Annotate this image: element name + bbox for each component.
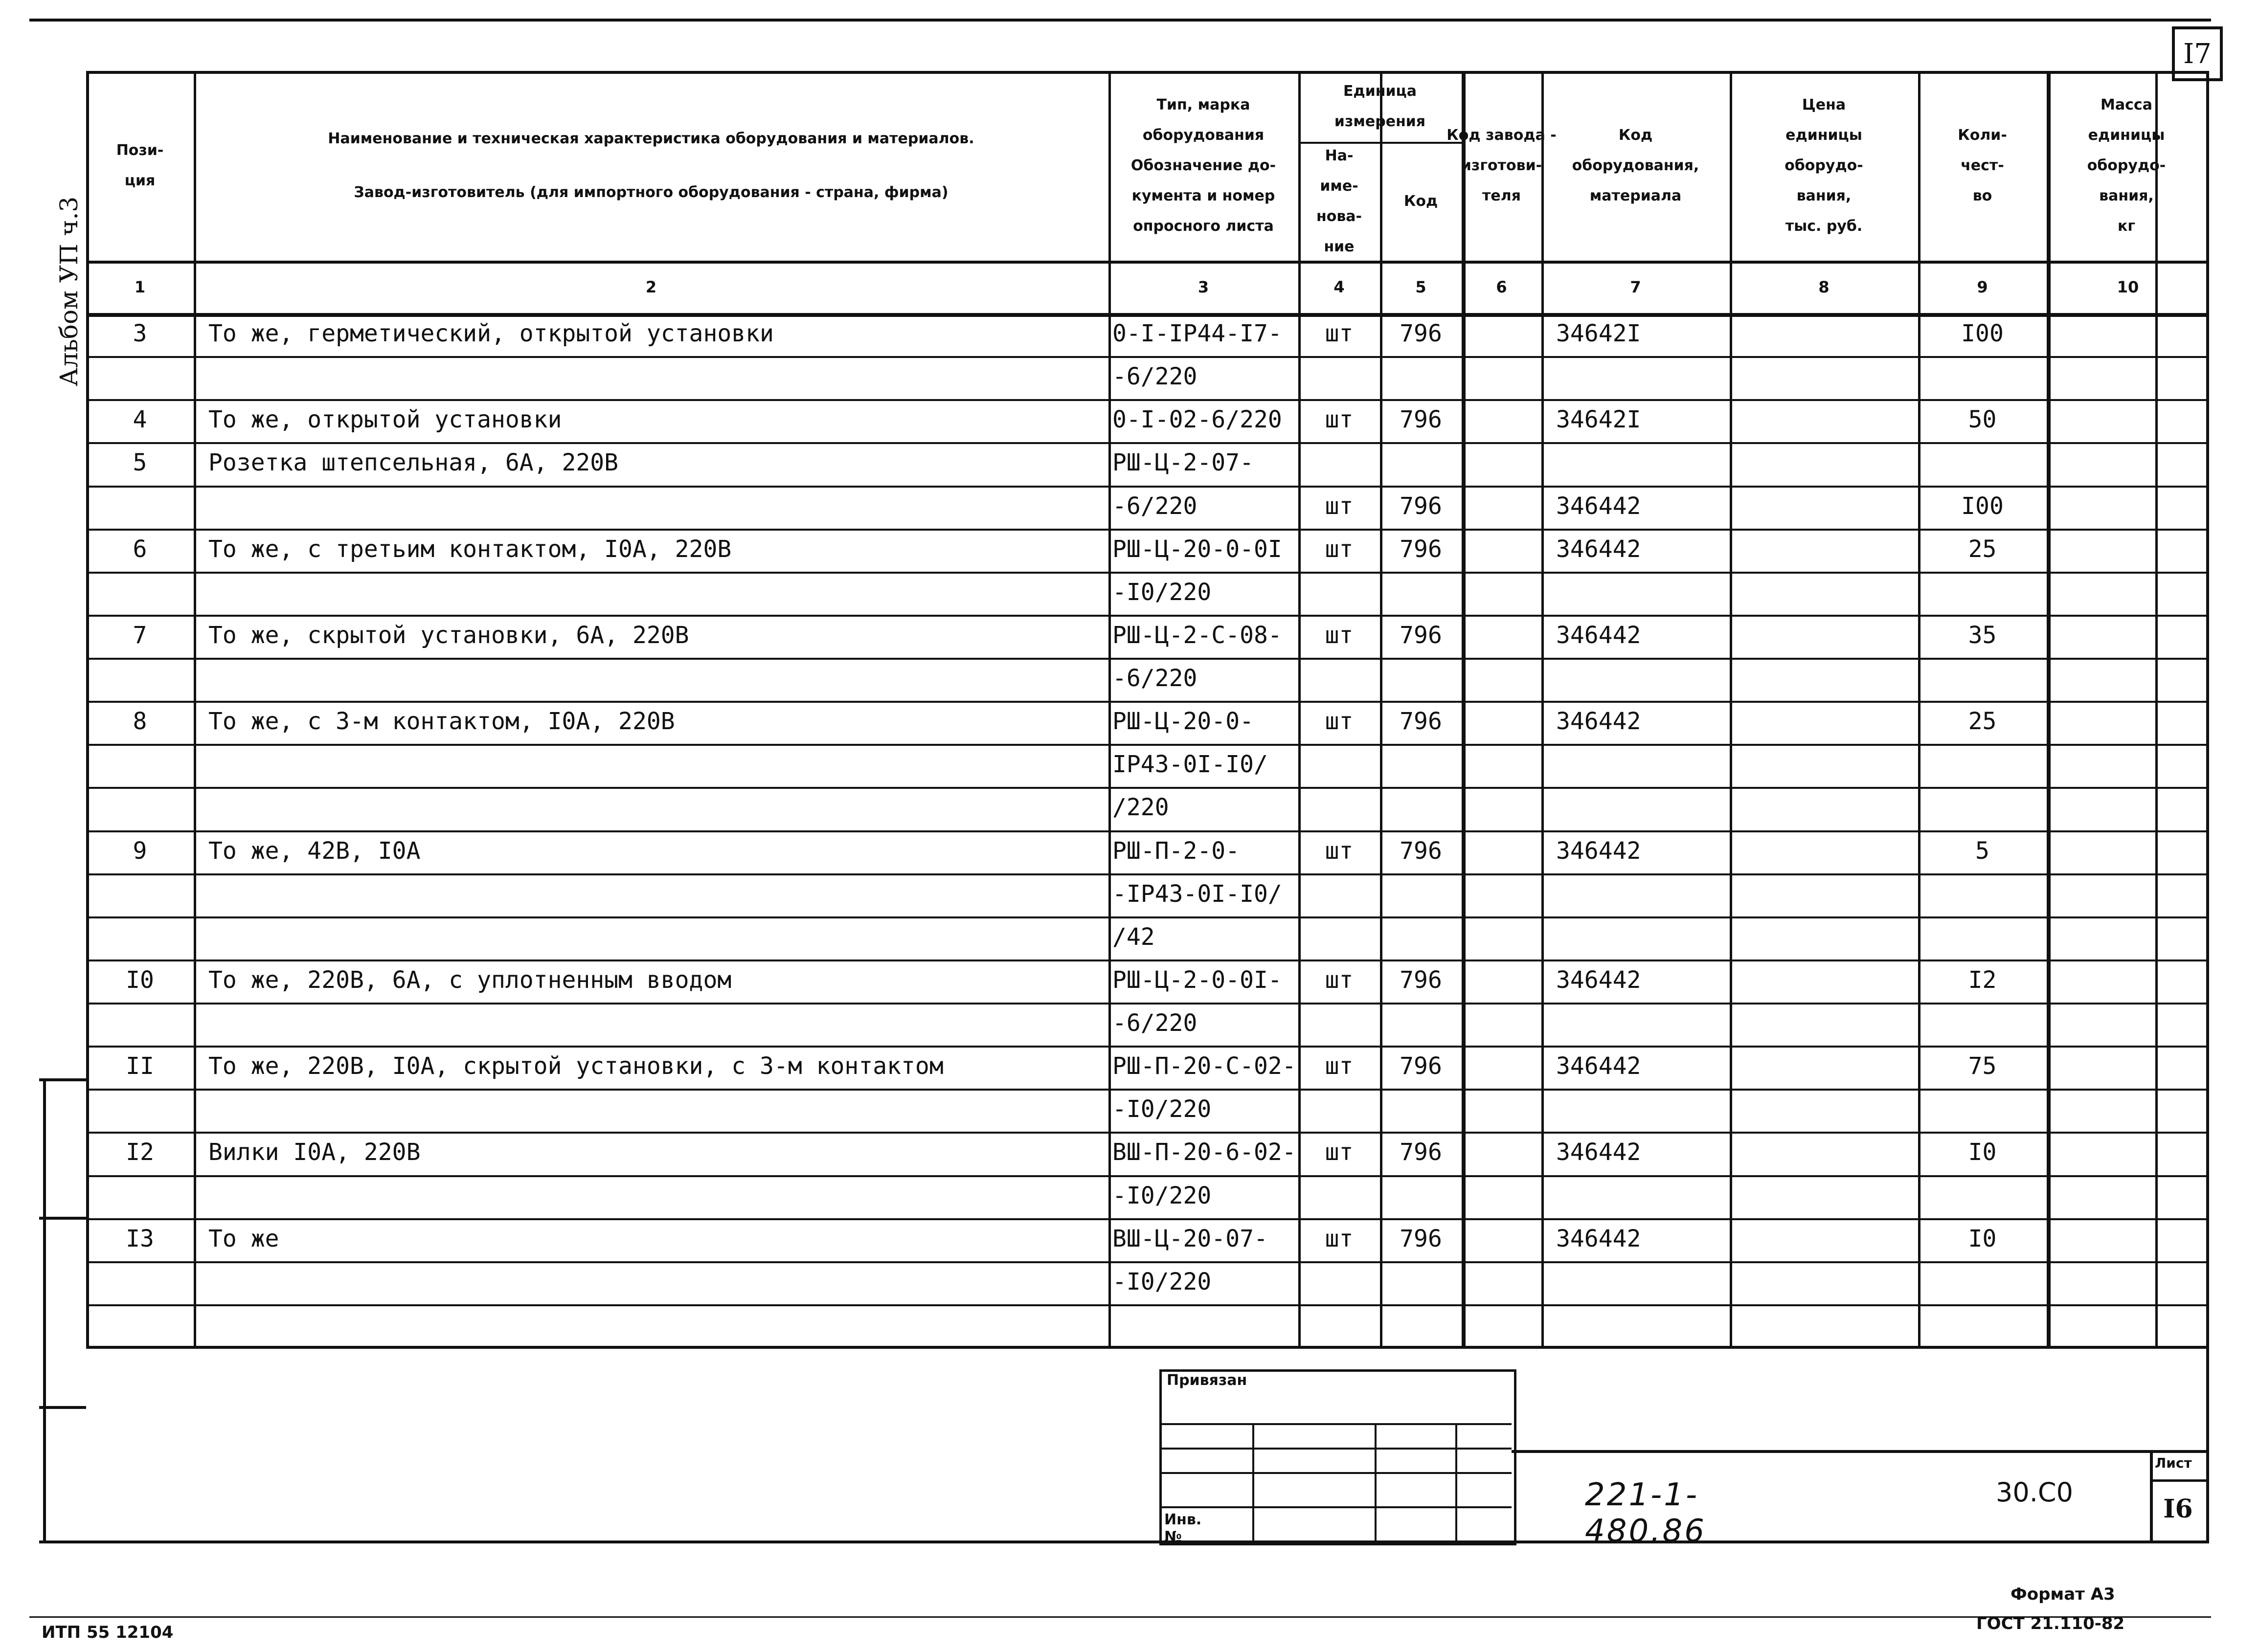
- row-equipment-code: 346442: [1556, 1052, 1641, 1080]
- row-position: 9: [133, 837, 147, 865]
- row-unit: шт: [1325, 1052, 1354, 1080]
- row-type: -I0/220: [1112, 1268, 1212, 1295]
- row-type: -IP43-0I-I0/: [1112, 880, 1282, 908]
- bound-label: Привязан: [1167, 1372, 1247, 1389]
- row-name: То же, 220В, 6А, с уплотненным вводом: [208, 966, 732, 994]
- row-type: -6/220: [1112, 665, 1197, 692]
- row-type: РШ-Ц-20-0-0I: [1112, 535, 1282, 563]
- row-quantity: 35: [1968, 621, 1997, 649]
- row-name: То же, открытой установки: [208, 406, 562, 434]
- row-name: То же, с 3-м контактом, I0А, 220В: [208, 708, 675, 736]
- row-unit: шт: [1325, 535, 1354, 563]
- grid-line: [86, 572, 2209, 574]
- row-unit-code: 796: [1400, 708, 1442, 736]
- row-unit: шт: [1325, 966, 1354, 994]
- row-name: То же, 42В, I0А: [208, 837, 421, 865]
- header-unit-code: Код: [1403, 192, 1438, 210]
- row-quantity: I00: [1961, 492, 2004, 520]
- column-number: 5: [1415, 277, 1426, 296]
- album-label: Альбом УП ч.3: [55, 196, 83, 386]
- top-frame-line: [29, 19, 2211, 22]
- header-mass: Масса единицы оборудо- вания, кг: [2087, 96, 2166, 235]
- row-equipment-code: 34642I: [1556, 320, 1641, 348]
- grid-line: [86, 873, 2209, 875]
- row-quantity: I2: [1968, 966, 1997, 994]
- grid-line: [86, 313, 2209, 317]
- row-equipment-code: 346442: [1556, 492, 1641, 520]
- row-position: 7: [133, 621, 147, 649]
- row-equipment-code: 346442: [1556, 1225, 1641, 1252]
- row-unit-code: 796: [1400, 621, 1442, 649]
- column-number: 4: [1333, 277, 1345, 296]
- gost-label: ГОСТ 21.110-82: [1976, 1614, 2125, 1633]
- row-type: РШ-П-20-С-02-: [1112, 1052, 1296, 1080]
- grid-line: [86, 1132, 2209, 1134]
- side-strip-line: [43, 1078, 46, 1543]
- document-code: 221-1-480.86: [1585, 1477, 1706, 1549]
- row-type: 0-I-IP44-I7-: [1112, 320, 1282, 348]
- grid-line: [86, 356, 2209, 358]
- row-equipment-code: 34642I: [1556, 406, 1641, 434]
- row-quantity: I00: [1961, 320, 2004, 348]
- row-type: ВШ-П-20-6-02-: [1112, 1139, 1296, 1166]
- row-unit: шт: [1325, 406, 1354, 434]
- header-position: Пози- ция: [116, 142, 164, 189]
- row-type: -I0/220: [1112, 1182, 1212, 1209]
- page-number: I7: [2172, 26, 2223, 81]
- column-number: 10: [2117, 277, 2139, 296]
- header-factory-code: Код завода - изготови- теля: [1446, 127, 1557, 204]
- row-name: То же, 220В, I0А, скрытой установки, с 3-м контактом: [208, 1052, 944, 1080]
- row-name: То же, скрытой установки, 6А, 220В: [208, 621, 689, 649]
- column-number: 9: [1977, 277, 1988, 296]
- grid-line: [86, 830, 2209, 832]
- row-type: -6/220: [1112, 363, 1197, 391]
- row-position: 5: [133, 449, 147, 477]
- row-unit-code: 796: [1400, 535, 1442, 563]
- row-type: -I0/220: [1112, 1095, 1212, 1123]
- row-position: 6: [133, 535, 147, 563]
- row-name: Розетка штепсельная, 6А, 220В: [208, 449, 619, 477]
- grid-line: [86, 1046, 2209, 1048]
- row-type: /42: [1112, 923, 1155, 951]
- row-type: IP43-0I-I0/: [1112, 751, 1268, 779]
- row-type: -6/220: [1112, 492, 1197, 520]
- sheet-number: I6: [2163, 1494, 2193, 1524]
- inventory-label: Инв. №: [1164, 1511, 1202, 1545]
- row-unit-code: 796: [1400, 492, 1442, 520]
- row-quantity: I0: [1968, 1139, 1997, 1166]
- grid-line: [86, 486, 2209, 488]
- row-quantity: 25: [1968, 708, 1997, 736]
- grid-line: [86, 1175, 2209, 1177]
- grid-line: [86, 1261, 2209, 1263]
- row-type: РШ-П-2-0-: [1112, 837, 1240, 865]
- footer-left-code: ИТП 55 12104: [42, 1623, 174, 1642]
- side-strip-line: [39, 1078, 86, 1081]
- row-quantity: 75: [1968, 1052, 1997, 1080]
- format-label: Формат А3: [2011, 1585, 2115, 1604]
- row-name: То же: [208, 1225, 279, 1252]
- side-strip-line: [39, 1406, 86, 1409]
- row-equipment-code: 346442: [1556, 837, 1641, 865]
- row-name: То же, герметический, открытой установки: [208, 320, 774, 348]
- row-position: II: [126, 1052, 154, 1080]
- specification-table: [86, 71, 2209, 1347]
- row-quantity: I0: [1968, 1225, 1997, 1252]
- row-type: РШ-Ц-2-С-08-: [1112, 621, 1282, 649]
- row-unit-code: 796: [1400, 1139, 1442, 1166]
- grid-line: [86, 658, 2209, 660]
- grid-line: [86, 916, 2209, 918]
- row-type: 0-I-02-6/220: [1112, 406, 1282, 434]
- row-unit: шт: [1325, 1225, 1354, 1252]
- header-name: Наименование и техническая характеристика оборудования и материалов. Завод-изготовитель (для импортного оборудования - страна, фирма): [328, 130, 974, 201]
- header-unit: Единица измерения: [1334, 82, 1426, 130]
- header-price: Цена единицы оборудо- вания, тыс. руб.: [1785, 96, 1863, 235]
- row-type: -I0/220: [1112, 578, 1212, 606]
- grid-line: [86, 399, 2209, 401]
- row-type: /220: [1112, 794, 1169, 822]
- row-unit-code: 796: [1400, 406, 1442, 434]
- grid-line: [86, 787, 2209, 789]
- grid-line: [86, 442, 2209, 444]
- row-quantity: 5: [1975, 837, 1989, 865]
- grid-line: [86, 529, 2209, 531]
- document-part: 30.С0: [1996, 1477, 2073, 1508]
- row-equipment-code: 346442: [1556, 1139, 1641, 1166]
- grid-line: [86, 1218, 2209, 1220]
- row-equipment-code: 346442: [1556, 621, 1641, 649]
- column-number: 3: [1197, 277, 1209, 296]
- grid-line: [86, 1304, 2209, 1306]
- column-number: 7: [1630, 277, 1641, 296]
- row-type: РШ-Ц-2-0-0I-: [1112, 966, 1282, 994]
- row-position: 4: [133, 406, 147, 434]
- row-unit-code: 796: [1400, 1052, 1442, 1080]
- row-unit-code: 796: [1400, 966, 1442, 994]
- row-position: 8: [133, 708, 147, 736]
- row-equipment-code: 346442: [1556, 535, 1641, 563]
- header-type: Тип, марка оборудования Обозначение до- кумента и номер опросного листа: [1130, 96, 1276, 235]
- column-number: 6: [1496, 277, 1507, 296]
- row-unit: шт: [1325, 320, 1354, 348]
- column-number: 2: [645, 277, 657, 296]
- grid-line: [86, 615, 2209, 617]
- row-quantity: 25: [1968, 535, 1997, 563]
- row-unit: шт: [1325, 708, 1354, 736]
- grid-line: [86, 960, 2209, 961]
- header-equipment-code: Код оборудования, материала: [1572, 127, 1699, 204]
- row-unit: шт: [1325, 837, 1354, 865]
- header-unit-name: На- име- нова- ние: [1316, 147, 1362, 255]
- row-type: -6/220: [1112, 1009, 1197, 1037]
- row-equipment-code: 346442: [1556, 708, 1641, 736]
- row-unit-code: 796: [1400, 837, 1442, 865]
- side-strip-line: [39, 1217, 86, 1220]
- row-type: РШ-Ц-2-07-: [1112, 449, 1254, 477]
- row-equipment-code: 346442: [1556, 966, 1641, 994]
- row-type: РШ-Ц-20-0-: [1112, 708, 1254, 736]
- grid-line: [86, 1003, 2209, 1005]
- header-quantity: Коли- чест- во: [1958, 127, 2007, 204]
- row-unit-code: 796: [1400, 320, 1442, 348]
- sheet-label: Лист: [2155, 1455, 2192, 1471]
- grid-line: [86, 1089, 2209, 1091]
- row-unit: шт: [1325, 1139, 1354, 1166]
- grid-line: [86, 744, 2209, 746]
- row-type: ВШ-Ц-20-07-: [1112, 1225, 1268, 1252]
- row-position: I2: [126, 1139, 154, 1166]
- row-position: I0: [126, 966, 154, 994]
- row-name: То же, с третьим контактом, I0А, 220В: [208, 535, 732, 563]
- row-name: Вилки I0А, 220В: [208, 1139, 421, 1166]
- row-unit: шт: [1325, 621, 1354, 649]
- row-unit: шт: [1325, 492, 1354, 520]
- row-position: I3: [126, 1225, 154, 1252]
- side-strip-line: [39, 1540, 86, 1543]
- row-quantity: 50: [1968, 406, 1997, 434]
- grid-line: [86, 701, 2209, 703]
- row-unit-code: 796: [1400, 1225, 1442, 1252]
- column-number: 1: [134, 277, 146, 296]
- column-number: 8: [1818, 277, 1830, 296]
- row-position: 3: [133, 320, 147, 348]
